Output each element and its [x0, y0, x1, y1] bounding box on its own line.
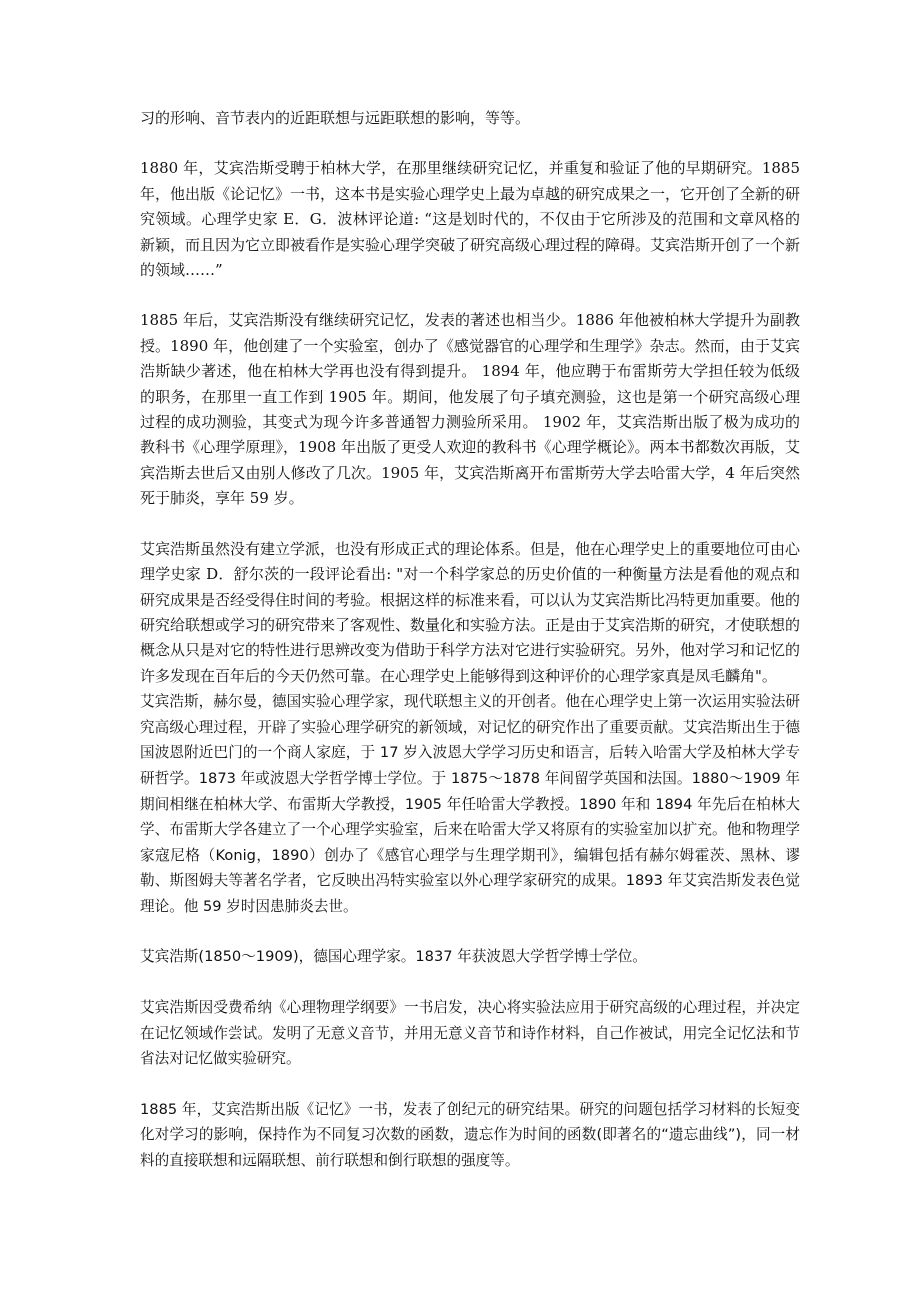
paragraph-5: 艾宾浩斯，赫尔曼，德国实验心理学家，现代联想主义的开创者。他在心理学史上第一次运用实验法研究高级心理过程，开辟了实验心理学研究的新领域，对记忆的研究作出了重要贡献。艾宾浩斯出生于德国波恩附近巴门的一个商人家庭，于 17 岁入波恩大学学习历史和语言，后转入哈雷大学及柏林大学专研哲学。1873 年或波恩大学哲学博士学位。于 1875～1878 年间留学英国和法国。1880～1909 年期间相继在柏林大学、布雷斯大学教授，1905 年任哈雷大学教授。1890 年和 1894 年先后在柏林大学、布雷斯大学各建立了一个心理学实验室，后来在哈雷大学又将原有的实验室加以扩充。他和物理学家寇尼格（Konig，1890）创办了《感官心理学与生理学期刊》，编辑包括有赫尔姆霍茨、黑林、谬勒、斯图姆夫等著名学者，它反映出冯特实验室以外心理学家研究的成果。1893 年艾宾浩斯发表色觉理论。他 59 岁时因患肺炎去世。: [140, 693, 800, 915]
paragraph-1: 习的形响、音节表内的近距联想与远距联想的影响，等等。: [140, 109, 531, 127]
paragraph-8: 1885 年，艾宾浩斯出版《记忆》一书，发表了创纪元的研究结果。研究的问题包括学习材料的长短变化对学习的影响，保持作为不同复习次数的函数，遗忘作为时间的函数(即著名的“遗忘曲线”)，同一材料的直接联想和远隔联想、前行联想和倒行联想的强度等。: [140, 1100, 800, 1170]
paragraph-3: 1885 年后，艾宾浩斯没有继续研究记忆，发表的著述也相当少。1886 年他被柏林大学提升为副教授。1890 年，他创建了一个实验室，创办了《感觉器官的心理学和生理学》杂志。然而，由于艾宾浩斯缺少著述，他在柏林大学再也没有得到提升。 1894 年，他应聘于布雷斯劳大学担任较为低级的职务，在那里一直工作到 1905 年。期间，他发展了句子填充测验，这也是第一个研究高级心理过程的成功测验，其变式为现今许多普通智力测验所采用。 1902 年，艾宾浩斯出版了极为成功的教科书《心理学原理》，1908 年出版了更受人欢迎的教科书《心理学概论》。两本书都数次再版，艾宾浩斯去世后又由别人修改了几次。1905 年，艾宾浩斯离开布雷斯劳大学去哈雷大学，4 年后突然死于肺炎，享年 59 岁。: [140, 311, 800, 508]
paragraph-2: 1880 年，艾宾浩斯受聘于柏林大学，在那里继续研究记忆，并重复和验证了他的早期研究。1885 年，他出版《论记忆》一书，这本书是实验心理学史上最为卓越的研究成果之一，它开创了全新的研究领域。心理学史家 E．G．波林评论道: “这是划时代的，不仅由于它所涉及的范围和文章风格的新颖，而且因为它立即被看作是实验心理学突破了研究高级心理过程的障碍。艾宾浩斯开创了一个新的领域……”: [140, 159, 801, 280]
paragraph-6: 艾宾浩斯(1850～1909)，德国心理学家。1837 年获波恩大学哲学博士学位。: [140, 948, 647, 966]
paragraph-4: 艾宾浩斯虽然没有建立学派，也没有形成正式的理论体系。但是，他在心理学史上的重要地位可由心理学史家 D．舒尔茨的一段评论看出: "对一个科学家总的历史价值的一种衡量方法是看他的观点和研究成果是否经受得住时间的考验。根据这样的标准来看，可以认为艾宾浩斯比冯特更加重要。他的研究给联想或学习的研究带来了客观性、数量化和实验方法。正是由于艾宾浩斯的研究，才使联想的概念从只是对它的特性进行思辨改变为借助于科学方法对它进行实验研究。另外，他对学习和记忆的许多发现在百年后的今天仍然可靠。在心理学史上能够得到这种评价的心理学家真是凤毛麟角"。: [140, 539, 801, 685]
paragraph-7: 艾宾浩斯因受费希纳《心理物理学纲要》一书启发，决心将实验法应用于研究高级的心理过程，并决定在记忆领域作尝试。发明了无意义音节，并用无意义音节和诗作材料，自己作被试，用完全记忆法和节省法对记忆做实验研究。: [140, 999, 800, 1068]
document-body: [140, 106, 800, 1199]
